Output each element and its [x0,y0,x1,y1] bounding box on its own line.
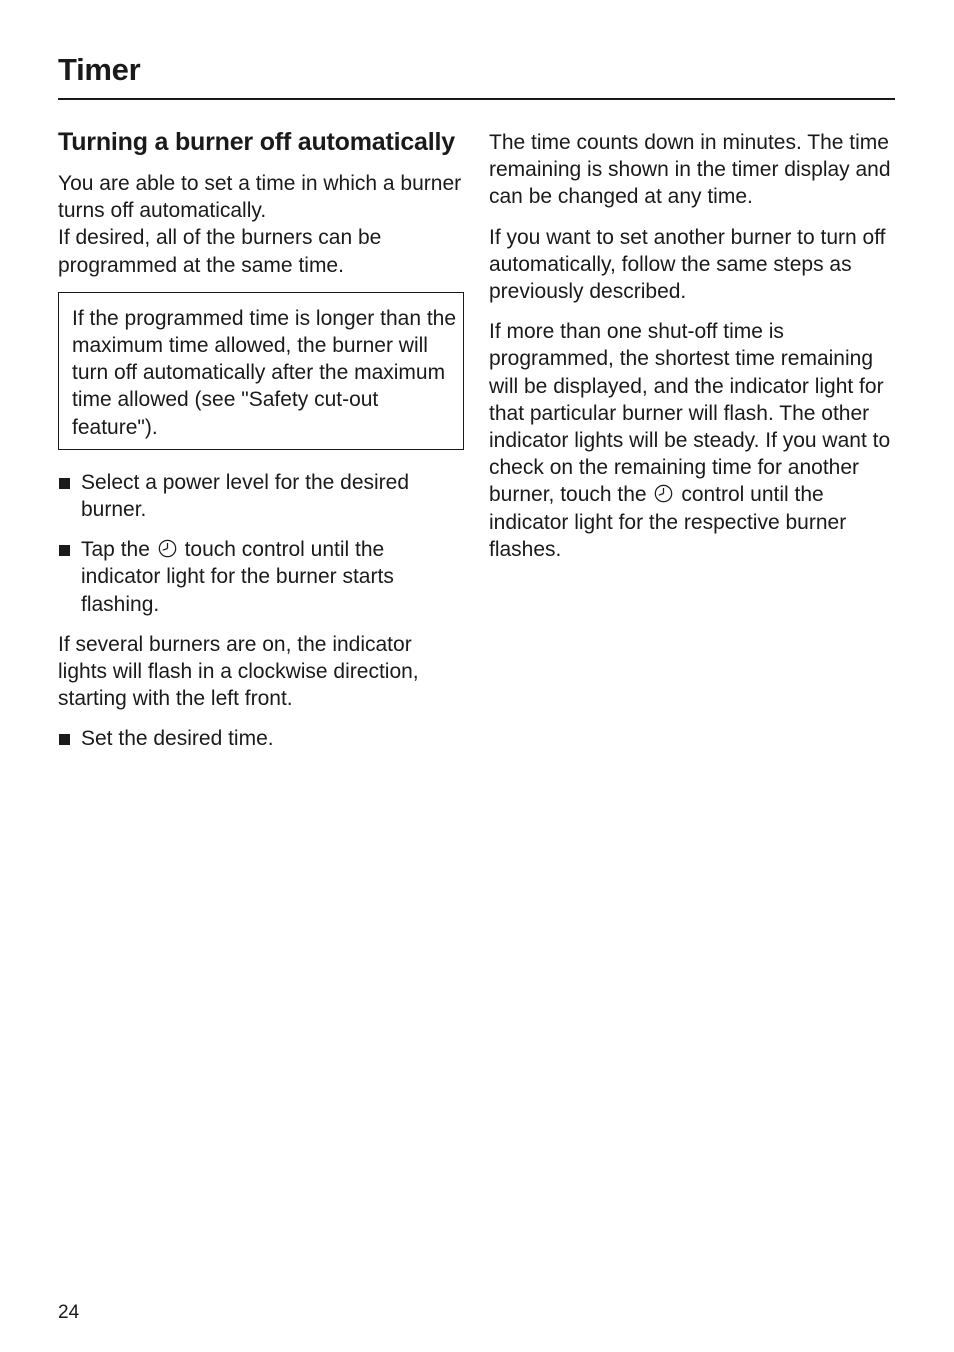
several-burners-paragraph: If several burners are on, the indicator lights will flash in a clockwise direction, starting with the left front. [58,632,419,711]
paragraph-text-before-icon: If more than one shut-off time is programmed, the shortest time remaining will be displayed, and the indicator light for that particular burner will flash. The other indicator lights will be steady. If you want to check on the remaining time for another burner, touch the [489,320,891,507]
note-text: If the programmed time is longer than the maximum time allowed, the burner will turn off automatically after the maximum time allowed (see "Safety cut-out feature"). [72,306,457,439]
page-number: 24 [58,1302,80,1323]
countdown-paragraph: The time counts down in minutes. The time remaining is shown in the timer display and can be changed at any time. [489,131,891,209]
right-column [489,129,899,576]
square-bullet-icon [59,545,70,556]
step-text: Set the desired time. [81,727,274,751]
step-set-time [58,725,464,752]
clock-icon [158,539,177,558]
intro-line-1: You are able to set a time in which a burner turns off automatically. [58,172,462,223]
section-heading: Turning a burner off automatically [58,128,455,156]
title-divider [58,98,895,100]
left-column [58,126,464,766]
another-burner-paragraph: If you want to set another burner to turn off automatically, follow the same steps as previously described. [489,225,886,304]
intro-line-2: If desired, all of the burners can be programmed at the same time. [58,226,382,277]
paragraph-text-after-icon: control until the indicator light for the respective burner flashes. [489,483,847,561]
clock-icon [654,484,673,503]
step-select-power [58,469,464,523]
multiple-times-paragraph [489,318,899,563]
step-tap-timer [58,536,464,618]
step-text: Select a power level for the desired burner. [81,470,410,522]
square-bullet-icon [59,734,70,745]
note-box [58,292,464,450]
step-text-before-icon: Tap the [81,538,150,562]
square-bullet-icon [59,478,70,489]
page-title: Timer [58,52,141,87]
step-text-after-icon: touch control until the indicator light for the burner starts flashing. [81,538,394,616]
